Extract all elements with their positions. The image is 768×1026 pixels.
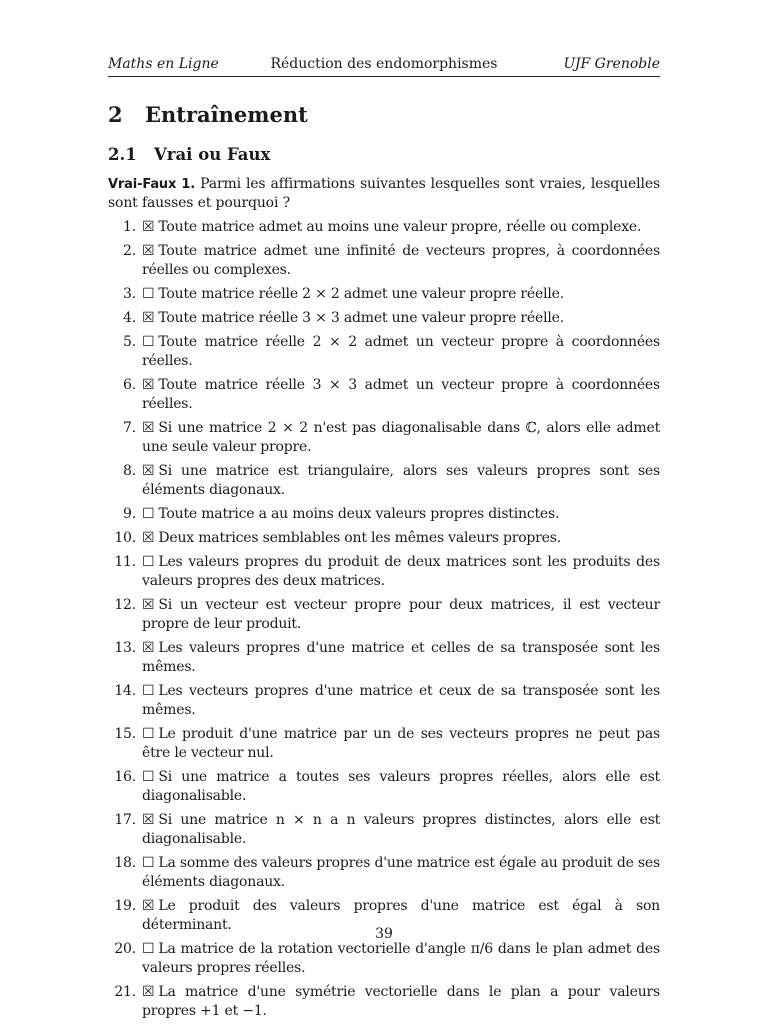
- checked-box-icon: ☒: [142, 219, 155, 235]
- item-text: Le produit d'une matrice par un de ses vecteurs propres ne peut pas être le vecteur nul.: [142, 726, 660, 761]
- subsection-title: Vrai ou Faux: [154, 145, 271, 164]
- checked-box-icon: ☒: [142, 310, 155, 326]
- checked-box-icon: ☒: [142, 640, 155, 656]
- item-text: Si un vecteur est vecteur propre pour deux matrices, il est vecteur propre de leur produit.: [142, 597, 660, 632]
- checked-box-icon: ☒: [142, 420, 155, 436]
- item-number: 6.: [123, 377, 136, 393]
- empty-box-icon: ☐: [142, 554, 155, 570]
- statement-item: [108, 682, 660, 720]
- item-text: Toute matrice a au moins deux valeurs propres distinctes.: [158, 506, 560, 522]
- item-text: Toute matrice réelle 2 × 2 admet un vecteur propre à coordonnées réelles.: [142, 334, 660, 369]
- running-header: [108, 54, 660, 77]
- statement-item: [108, 983, 660, 1021]
- item-number: 4.: [123, 310, 136, 326]
- item-number: 9.: [123, 506, 136, 522]
- item-text: Toute matrice réelle 2 × 2 admet une valeur propre réelle.: [158, 286, 564, 302]
- item-number: 7.: [123, 420, 136, 436]
- item-text: La matrice de la rotation vectorielle d'angle π/6 dans le plan admet des valeurs propres réelles.: [142, 941, 660, 976]
- item-text: Toute matrice réelle 3 × 3 admet une valeur propre réelle.: [158, 310, 564, 326]
- item-number: 11.: [114, 554, 136, 570]
- exercise-prompt: Parmi les affirmations suivantes lesquelles sont vraies, lesquelles sont fausses et pourquoi ?: [108, 176, 660, 211]
- statement-item: [108, 811, 660, 849]
- item-number: 10.: [114, 530, 136, 546]
- item-number: 13.: [114, 640, 136, 656]
- section-title: Entraînement: [145, 102, 308, 127]
- item-text: Toute matrice admet une infinité de vecteurs propres, à coordonnées réelles ou complexes.: [142, 243, 660, 278]
- header-center: Réduction des endomorphismes: [270, 56, 498, 72]
- header-left: Maths en Ligne: [108, 56, 219, 72]
- statement-item: [108, 553, 660, 591]
- statement-item: [108, 940, 660, 978]
- statement-list: [108, 218, 660, 1026]
- item-number: 18.: [114, 855, 136, 871]
- item-number: 1.: [123, 219, 136, 235]
- item-text: Les valeurs propres d'une matrice et celles de sa transposée sont les mêmes.: [142, 640, 660, 675]
- item-text: Si une matrice est triangulaire, alors ses valeurs propres sont ses éléments diagonaux.: [142, 463, 660, 498]
- exercise-label: Vrai-Faux 1.: [108, 177, 196, 192]
- empty-box-icon: ☐: [142, 506, 155, 522]
- item-text: Deux matrices semblables ont les mêmes valeurs propres.: [158, 530, 561, 546]
- document-page: [108, 0, 660, 1024]
- item-text: La matrice d'une symétrie vectorielle dans le plan a pour valeurs propres +1 et −1.: [142, 984, 660, 1019]
- page-number: 39: [375, 926, 393, 942]
- checked-box-icon: ☒: [142, 463, 155, 479]
- empty-box-icon: ☐: [142, 683, 155, 699]
- subsection-number: 2.1: [108, 145, 137, 164]
- item-text: Si une matrice n × n a n valeurs propres distinctes, alors elle est diagonalisable.: [142, 812, 660, 847]
- item-number: 19.: [114, 898, 136, 914]
- item-text: Si une matrice 2 × 2 n'est pas diagonalisable dans ℂ, alors elle admet une seule valeur propre.: [142, 420, 660, 455]
- item-number: 15.: [114, 726, 136, 742]
- header-right: UJF Grenoble: [563, 56, 660, 72]
- empty-box-icon: ☐: [142, 286, 155, 302]
- statement-item: [108, 242, 660, 280]
- item-text: Toute matrice réelle 3 × 3 admet un vecteur propre à coordonnées réelles.: [142, 377, 660, 412]
- item-text: La somme des valeurs propres d'une matrice est égale au produit de ses éléments diagonaux.: [142, 855, 660, 890]
- empty-box-icon: ☐: [142, 941, 155, 957]
- statement-item: [108, 725, 660, 763]
- empty-box-icon: ☐: [142, 855, 155, 871]
- item-text: Les vecteurs propres d'une matrice et ceux de sa transposée sont les mêmes.: [142, 683, 660, 718]
- item-number: 2.: [123, 243, 136, 259]
- statement-item: [108, 333, 660, 371]
- statement-item: [108, 376, 660, 414]
- item-text: Les valeurs propres du produit de deux matrices sont les produits des valeurs propres des deux matrices.: [142, 554, 660, 589]
- checked-box-icon: ☒: [142, 812, 155, 828]
- item-number: 8.: [123, 463, 136, 479]
- empty-box-icon: ☐: [142, 769, 155, 785]
- section-number: 2: [108, 102, 123, 127]
- statement-item: [108, 639, 660, 677]
- statement-item: [108, 462, 660, 500]
- empty-box-icon: ☐: [142, 334, 155, 350]
- statement-item: [108, 505, 660, 524]
- item-number: 5.: [123, 334, 136, 350]
- item-number: 14.: [114, 683, 136, 699]
- statement-item: [108, 768, 660, 806]
- statement-item: [108, 596, 660, 634]
- checked-box-icon: ☒: [142, 530, 155, 546]
- checked-box-icon: ☒: [142, 898, 155, 914]
- item-text: Toute matrice admet au moins une valeur propre, réelle ou complexe.: [158, 219, 642, 235]
- item-text: Si une matrice a toutes ses valeurs propres réelles, alors elle est diagonalisable.: [142, 769, 660, 804]
- statement-item: [108, 419, 660, 457]
- item-number: 12.: [114, 597, 136, 613]
- subsection-heading: [108, 145, 270, 164]
- statement-item: [108, 529, 660, 548]
- empty-box-icon: ☐: [142, 726, 155, 742]
- item-number: 16.: [114, 769, 136, 785]
- statement-item: [108, 218, 660, 237]
- checked-box-icon: ☒: [142, 377, 155, 393]
- exercise-statement: [108, 175, 660, 213]
- checked-box-icon: ☒: [142, 597, 155, 613]
- statement-item: [108, 285, 660, 304]
- item-number: 20.: [114, 941, 136, 957]
- checked-box-icon: ☒: [142, 243, 155, 259]
- section-heading: [108, 102, 308, 127]
- item-number: 3.: [123, 286, 136, 302]
- item-number: 17.: [114, 812, 136, 828]
- checked-box-icon: ☒: [142, 984, 155, 1000]
- item-number: 21.: [114, 984, 136, 1000]
- item-text: Le produit des valeurs propres d'une matrice est égal à son déterminant.: [142, 898, 660, 933]
- statement-item: [108, 309, 660, 328]
- statement-item: [108, 854, 660, 892]
